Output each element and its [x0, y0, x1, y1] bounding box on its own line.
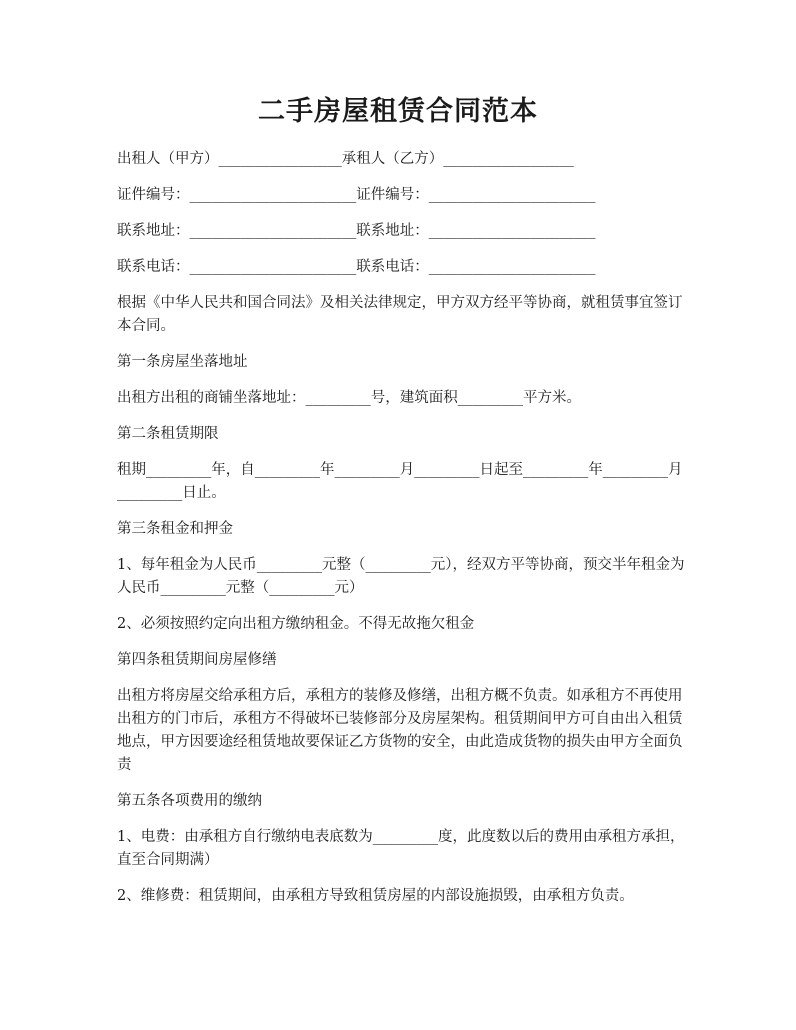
document-title: 二手房屋租赁合同范本 — [258, 96, 538, 127]
article-5-clause-2: 2、维修费：租赁期间，由承租方导致租赁房屋的内部设施损毁，由承租方负责。 — [117, 888, 634, 904]
phone-line: 联系电话：_______________________联系电话：_______________________ — [117, 259, 596, 275]
party-names-line: 出租人（甲方）_________________承租人（乙方）__________________ — [117, 151, 574, 167]
article-2-heading: 第二条租赁期限 — [117, 426, 219, 442]
article-5-heading: 第五条各项费用的缴纳 — [117, 793, 262, 809]
article-5-clause-1: 1、电费：由承租方自行缴纳电表底数为_________度，此度数以后的费用由承租方承担，直至合同期满） — [117, 829, 685, 868]
document-body — [117, 148, 687, 921]
article-1-heading: 第一条房屋坐落地址 — [117, 354, 248, 370]
address-line: 联系地址：_______________________联系地址：_______________________ — [117, 223, 596, 239]
article-4-heading: 第四条租赁期间房屋修缮 — [117, 652, 277, 668]
article-3-heading: 第三条租金和押金 — [117, 521, 233, 537]
article-1-text: 出租方出租的商铺坐落地址：_________号，建筑面积_________平方米。 — [117, 390, 581, 406]
article-3-clause-1: 1、每年租金为人民币_________元整（_________元），经双方平等协商，预交半年租金为人民币_________元整（_________元） — [117, 557, 685, 596]
id-number-line: 证件编号：_______________________证件编号：_______________________ — [117, 187, 596, 203]
article-4-text: 出租方将房屋交给承租方后，承租方的装修及修缮，出租方概不负责。如承租方不再使用出租方的门市后，承租方不得破坏已装修部分及房屋架构。租赁期间甲方可自由出入租赁地点，甲方因要途经租赁地故要保证乙方货物的安全，由此造成货物的损失由甲方全面负责 — [117, 688, 683, 773]
article-2-text: 租期_________年，自_________年_________月_________日起至_________年_________月_________日止。 — [117, 462, 683, 501]
article-3-clause-2: 2、必须按照约定向出租方缴纳租金。不得无故拖欠租金 — [117, 616, 475, 632]
preamble-paragraph: 根据《中华人民共和国合同法》及相关法律规定，甲方双方经平等协商，就租赁事宜签订本合同。 — [117, 295, 683, 334]
